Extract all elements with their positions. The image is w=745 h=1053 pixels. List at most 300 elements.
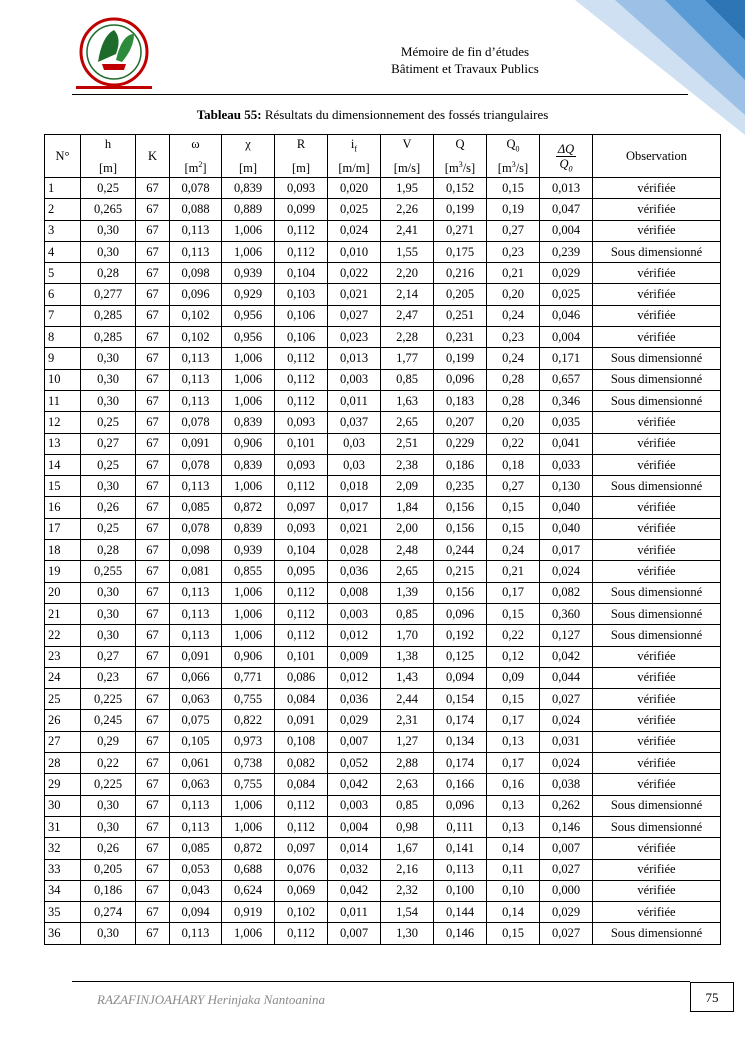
cell-k: 67: [136, 795, 170, 816]
table-row: [45, 603, 721, 624]
cell-v: 2,48: [381, 540, 434, 561]
cell-n: 8: [45, 327, 81, 348]
cell-h: 0,274: [81, 902, 136, 923]
cell-r: 0,112: [275, 369, 328, 390]
cell-omega: 0,078: [170, 518, 222, 539]
cell-q: 0,094: [434, 667, 487, 688]
cell-h: 0,186: [81, 880, 136, 901]
cell-delta-q: 0,146: [540, 816, 593, 837]
cell-r: 0,108: [275, 731, 328, 752]
cell-omega: 0,078: [170, 454, 222, 475]
cell-k: 67: [136, 667, 170, 688]
cell-omega: 0,113: [170, 603, 222, 624]
cell-h: 0,205: [81, 859, 136, 880]
cell-q0: 0,09: [487, 667, 540, 688]
cell-k: 67: [136, 774, 170, 795]
cell-q0: 0,17: [487, 582, 540, 603]
cell-chi: 0,906: [222, 646, 275, 667]
cell-q: 0,174: [434, 753, 487, 774]
cell-v: 2,88: [381, 753, 434, 774]
cell-r: 0,091: [275, 710, 328, 731]
cell-omega: 0,102: [170, 305, 222, 326]
cell-q0: 0,14: [487, 902, 540, 923]
col-header-omega: ω $[m^2]$: [170, 135, 222, 178]
cell-h: 0,30: [81, 369, 136, 390]
cell-omega: 0,066: [170, 667, 222, 688]
cell-delta-q: 0,041: [540, 433, 593, 454]
col-header-delta-q: $\frac{\Delta Q}{Q_0}$: [540, 135, 593, 178]
table-row: [45, 305, 721, 326]
cell-delta-q: 0,031: [540, 731, 593, 752]
table-row: [45, 390, 721, 411]
cell-omega: 0,105: [170, 731, 222, 752]
cell-r: 0,082: [275, 753, 328, 774]
cell-omega: 0,085: [170, 838, 222, 859]
col-header-q0: $Q_0$ $[m^3/s]$: [487, 135, 540, 178]
cell-h: 0,23: [81, 667, 136, 688]
cell-chi: 1,006: [222, 476, 275, 497]
cell-observation: vérifiée: [593, 263, 721, 284]
cell-omega: 0,113: [170, 369, 222, 390]
cell-q: 0,113: [434, 859, 487, 880]
cell-v: 2,65: [381, 561, 434, 582]
cell-n: 10: [45, 369, 81, 390]
cell-observation: vérifiée: [593, 561, 721, 582]
cell-n: 35: [45, 902, 81, 923]
cell-if: 0,029: [328, 710, 381, 731]
cell-omega: 0,113: [170, 625, 222, 646]
cell-h: 0,30: [81, 923, 136, 944]
cell-chi: 1,006: [222, 603, 275, 624]
cell-k: 67: [136, 603, 170, 624]
cell-r: 0,097: [275, 497, 328, 518]
cell-if: 0,037: [328, 412, 381, 433]
cell-h: 0,25: [81, 454, 136, 475]
cell-k: 67: [136, 518, 170, 539]
cell-if: 0,009: [328, 646, 381, 667]
cell-k: 67: [136, 348, 170, 369]
cell-v: 1,95: [381, 178, 434, 199]
cell-k: 67: [136, 838, 170, 859]
cell-h: 0,30: [81, 582, 136, 603]
cell-h: 0,29: [81, 731, 136, 752]
cell-r: 0,112: [275, 582, 328, 603]
cell-h: 0,277: [81, 284, 136, 305]
cell-v: 2,26: [381, 199, 434, 220]
cell-k: 67: [136, 880, 170, 901]
cell-h: 0,30: [81, 390, 136, 411]
table-row: [45, 412, 721, 433]
cell-r: 0,112: [275, 795, 328, 816]
table-row: [45, 433, 721, 454]
cell-k: 67: [136, 710, 170, 731]
cell-observation: vérifiée: [593, 433, 721, 454]
cell-v: 1,70: [381, 625, 434, 646]
cell-n: 19: [45, 561, 81, 582]
cell-q0: 0,15: [487, 923, 540, 944]
cell-chi: 1,006: [222, 816, 275, 837]
cell-v: 1,27: [381, 731, 434, 752]
cell-h: 0,255: [81, 561, 136, 582]
cell-v: 0,85: [381, 603, 434, 624]
cell-omega: 0,078: [170, 178, 222, 199]
cell-observation: vérifiée: [593, 859, 721, 880]
cell-chi: 0,839: [222, 518, 275, 539]
cell-delta-q: 0,004: [540, 220, 593, 241]
cell-q: 0,244: [434, 540, 487, 561]
cell-chi: 0,939: [222, 540, 275, 561]
table-row: [45, 646, 721, 667]
cell-r: 0,097: [275, 838, 328, 859]
cell-q: 0,199: [434, 199, 487, 220]
cell-q0: 0,27: [487, 220, 540, 241]
cell-q: 0,144: [434, 902, 487, 923]
cell-h: 0,25: [81, 178, 136, 199]
table-row: [45, 199, 721, 220]
cell-q0: 0,15: [487, 497, 540, 518]
cell-n: 12: [45, 412, 81, 433]
cell-omega: 0,075: [170, 710, 222, 731]
cell-chi: 0,839: [222, 178, 275, 199]
cell-q: 0,251: [434, 305, 487, 326]
cell-omega: 0,094: [170, 902, 222, 923]
table-row: [45, 902, 721, 923]
footer-author: RAZAFINJOAHARY Herinjaka Nantoanina: [97, 992, 325, 1007]
cell-q: 0,207: [434, 412, 487, 433]
cell-chi: 1,006: [222, 220, 275, 241]
table-row: [45, 582, 721, 603]
cell-omega: 0,113: [170, 923, 222, 944]
cell-chi: 0,919: [222, 902, 275, 923]
col-header-r: R [m]: [275, 135, 328, 178]
cell-q0: 0,21: [487, 561, 540, 582]
cell-h: 0,30: [81, 220, 136, 241]
cell-n: 31: [45, 816, 81, 837]
cell-delta-q: 0,044: [540, 667, 593, 688]
cell-if: 0,012: [328, 625, 381, 646]
cell-omega: 0,098: [170, 263, 222, 284]
cell-h: 0,30: [81, 476, 136, 497]
cell-k: 67: [136, 561, 170, 582]
cell-k: 67: [136, 178, 170, 199]
col-header-q: Q $[m^3/s]$: [434, 135, 487, 178]
cell-n: 16: [45, 497, 81, 518]
cell-k: 67: [136, 476, 170, 497]
cell-r: 0,106: [275, 327, 328, 348]
cell-v: 0,85: [381, 369, 434, 390]
table-row: [45, 710, 721, 731]
cell-r: 0,101: [275, 433, 328, 454]
cell-k: 67: [136, 305, 170, 326]
table-row: [45, 263, 721, 284]
cell-q: 0,229: [434, 433, 487, 454]
cell-omega: 0,113: [170, 348, 222, 369]
table-row: [45, 774, 721, 795]
cell-v: 1,30: [381, 923, 434, 944]
cell-v: 1,55: [381, 241, 434, 262]
cell-chi: 0,929: [222, 284, 275, 305]
cell-q: 0,096: [434, 795, 487, 816]
cell-chi: 0,755: [222, 774, 275, 795]
cell-n: 27: [45, 731, 81, 752]
table-row: [45, 327, 721, 348]
cell-r: 0,104: [275, 263, 328, 284]
table-row: [45, 540, 721, 561]
cell-k: 67: [136, 241, 170, 262]
cell-q0: 0,18: [487, 454, 540, 475]
cell-omega: 0,098: [170, 540, 222, 561]
cell-chi: 0,771: [222, 667, 275, 688]
cell-if: 0,042: [328, 880, 381, 901]
cell-q0: 0,11: [487, 859, 540, 880]
table-row: [45, 284, 721, 305]
cell-chi: 0,939: [222, 263, 275, 284]
cell-k: 67: [136, 859, 170, 880]
cell-n: 15: [45, 476, 81, 497]
cell-k: 67: [136, 816, 170, 837]
table-row: [45, 518, 721, 539]
cell-observation: Sous dimensionné: [593, 816, 721, 837]
cell-delta-q: 0,042: [540, 646, 593, 667]
cell-r: 0,112: [275, 241, 328, 262]
cell-if: 0,023: [328, 327, 381, 348]
results-table: [44, 134, 721, 945]
caption-text: Résultats du dimensionnement des fossés triangulaires: [261, 107, 549, 122]
col-header-if: $i_f$ [m/m]: [328, 135, 381, 178]
cell-v: 1,54: [381, 902, 434, 923]
school-logo: [72, 14, 156, 94]
cell-observation: vérifiée: [593, 689, 721, 710]
cell-delta-q: 0,024: [540, 753, 593, 774]
cell-omega: 0,091: [170, 646, 222, 667]
cell-omega: 0,102: [170, 327, 222, 348]
cell-h: 0,22: [81, 753, 136, 774]
cell-chi: 0,906: [222, 433, 275, 454]
cell-h: 0,30: [81, 348, 136, 369]
cell-h: 0,25: [81, 518, 136, 539]
cell-observation: Sous dimensionné: [593, 795, 721, 816]
cell-q: 0,111: [434, 816, 487, 837]
table-header-row: [45, 135, 721, 178]
cell-delta-q: 0,029: [540, 263, 593, 284]
cell-if: 0,020: [328, 178, 381, 199]
cell-chi: 1,006: [222, 241, 275, 262]
cell-q0: 0,13: [487, 816, 540, 837]
cell-v: 1,84: [381, 497, 434, 518]
cell-q0: 0,21: [487, 263, 540, 284]
table-row: [45, 454, 721, 475]
cell-n: 6: [45, 284, 81, 305]
page-number: 75: [690, 982, 734, 1012]
cell-observation: Sous dimensionné: [593, 476, 721, 497]
cell-chi: 0,956: [222, 305, 275, 326]
cell-delta-q: 0,004: [540, 327, 593, 348]
cell-v: 2,14: [381, 284, 434, 305]
table-row: [45, 348, 721, 369]
cell-n: 2: [45, 199, 81, 220]
cell-q0: 0,20: [487, 412, 540, 433]
cell-observation: Sous dimensionné: [593, 603, 721, 624]
cell-if: 0,03: [328, 433, 381, 454]
cell-omega: 0,063: [170, 689, 222, 710]
cell-v: 0,98: [381, 816, 434, 837]
cell-q: 0,156: [434, 582, 487, 603]
cell-chi: 1,006: [222, 582, 275, 603]
cell-observation: vérifiée: [593, 540, 721, 561]
cell-observation: vérifiée: [593, 731, 721, 752]
cell-q: 0,154: [434, 689, 487, 710]
cell-n: 23: [45, 646, 81, 667]
cell-if: 0,021: [328, 518, 381, 539]
cell-observation: vérifiée: [593, 412, 721, 433]
cell-observation: vérifiée: [593, 518, 721, 539]
table-row: [45, 731, 721, 752]
cell-h: 0,285: [81, 327, 136, 348]
cell-q: 0,166: [434, 774, 487, 795]
cell-h: 0,265: [81, 199, 136, 220]
cell-h: 0,28: [81, 263, 136, 284]
cell-h: 0,28: [81, 540, 136, 561]
cell-omega: 0,113: [170, 220, 222, 241]
cell-if: 0,018: [328, 476, 381, 497]
cell-r: 0,095: [275, 561, 328, 582]
table-row: [45, 880, 721, 901]
cell-v: 2,51: [381, 433, 434, 454]
cell-delta-q: 0,038: [540, 774, 593, 795]
cell-observation: vérifiée: [593, 454, 721, 475]
cell-omega: 0,078: [170, 412, 222, 433]
cell-n: 32: [45, 838, 81, 859]
cell-r: 0,103: [275, 284, 328, 305]
cell-q: 0,134: [434, 731, 487, 752]
cell-k: 67: [136, 433, 170, 454]
cell-k: 67: [136, 199, 170, 220]
cell-r: 0,069: [275, 880, 328, 901]
header-line-1: Mémoire de fin d’études: [400, 44, 530, 59]
cell-if: 0,036: [328, 561, 381, 582]
cell-observation: vérifiée: [593, 838, 721, 859]
cell-omega: 0,113: [170, 582, 222, 603]
cell-q0: 0,28: [487, 369, 540, 390]
cell-q0: 0,17: [487, 753, 540, 774]
cell-q0: 0,13: [487, 731, 540, 752]
cell-q: 0,216: [434, 263, 487, 284]
cell-delta-q: 0,360: [540, 603, 593, 624]
cell-r: 0,102: [275, 902, 328, 923]
col-header-n: N°: [45, 135, 81, 178]
cell-delta-q: 0,262: [540, 795, 593, 816]
cell-q0: 0,15: [487, 603, 540, 624]
cell-if: 0,010: [328, 241, 381, 262]
cell-q: 0,235: [434, 476, 487, 497]
caption-label: Tableau 55:: [196, 107, 262, 122]
cell-observation: vérifiée: [593, 199, 721, 220]
cell-k: 67: [136, 582, 170, 603]
cell-n: 34: [45, 880, 81, 901]
cell-r: 0,084: [275, 774, 328, 795]
cell-if: 0,014: [328, 838, 381, 859]
table-row: [45, 476, 721, 497]
cell-observation: vérifiée: [593, 774, 721, 795]
cell-chi: 0,822: [222, 710, 275, 731]
table-body: [45, 178, 721, 945]
cell-q: 0,152: [434, 178, 487, 199]
cell-q0: 0,16: [487, 774, 540, 795]
cell-q: 0,096: [434, 603, 487, 624]
cell-delta-q: 0,024: [540, 561, 593, 582]
cell-r: 0,106: [275, 305, 328, 326]
cell-v: 2,20: [381, 263, 434, 284]
cell-chi: 0,872: [222, 838, 275, 859]
cell-k: 67: [136, 220, 170, 241]
cell-q: 0,156: [434, 497, 487, 518]
cell-chi: 1,006: [222, 369, 275, 390]
col-header-h: h [m]: [81, 135, 136, 178]
cell-q: 0,125: [434, 646, 487, 667]
cell-if: 0,003: [328, 369, 381, 390]
cell-observation: vérifiée: [593, 880, 721, 901]
cell-q0: 0,10: [487, 880, 540, 901]
cell-observation: vérifiée: [593, 902, 721, 923]
cell-delta-q: 0,239: [540, 241, 593, 262]
cell-k: 67: [136, 731, 170, 752]
cell-q0: 0,24: [487, 540, 540, 561]
cell-v: 1,39: [381, 582, 434, 603]
cell-h: 0,30: [81, 795, 136, 816]
cell-v: 2,31: [381, 710, 434, 731]
cell-chi: 0,755: [222, 689, 275, 710]
cell-n: 33: [45, 859, 81, 880]
cell-observation: Sous dimensionné: [593, 369, 721, 390]
cell-omega: 0,043: [170, 880, 222, 901]
cell-if: 0,021: [328, 284, 381, 305]
cell-q0: 0,15: [487, 689, 540, 710]
cell-v: 0,85: [381, 795, 434, 816]
cell-n: 5: [45, 263, 81, 284]
cell-v: 1,77: [381, 348, 434, 369]
cell-delta-q: 0,127: [540, 625, 593, 646]
table-row: [45, 561, 721, 582]
cell-delta-q: 0,000: [540, 880, 593, 901]
cell-n: 3: [45, 220, 81, 241]
cell-r: 0,099: [275, 199, 328, 220]
cell-r: 0,112: [275, 220, 328, 241]
cell-q0: 0,22: [487, 625, 540, 646]
cell-n: 11: [45, 390, 81, 411]
cell-delta-q: 0,040: [540, 518, 593, 539]
cell-omega: 0,081: [170, 561, 222, 582]
cell-observation: Sous dimensionné: [593, 241, 721, 262]
cell-v: 2,16: [381, 859, 434, 880]
cell-q: 0,271: [434, 220, 487, 241]
cell-observation: vérifiée: [593, 667, 721, 688]
cell-observation: vérifiée: [593, 178, 721, 199]
cell-omega: 0,085: [170, 497, 222, 518]
cell-h: 0,30: [81, 625, 136, 646]
cell-r: 0,093: [275, 518, 328, 539]
cell-delta-q: 0,171: [540, 348, 593, 369]
cell-v: 2,44: [381, 689, 434, 710]
cell-r: 0,112: [275, 476, 328, 497]
col-header-k: K: [136, 135, 170, 178]
table-row: [45, 178, 721, 199]
cell-v: 2,00: [381, 518, 434, 539]
table-row: [45, 838, 721, 859]
cell-q0: 0,27: [487, 476, 540, 497]
cell-r: 0,112: [275, 923, 328, 944]
cell-v: 2,65: [381, 412, 434, 433]
table-row: [45, 497, 721, 518]
